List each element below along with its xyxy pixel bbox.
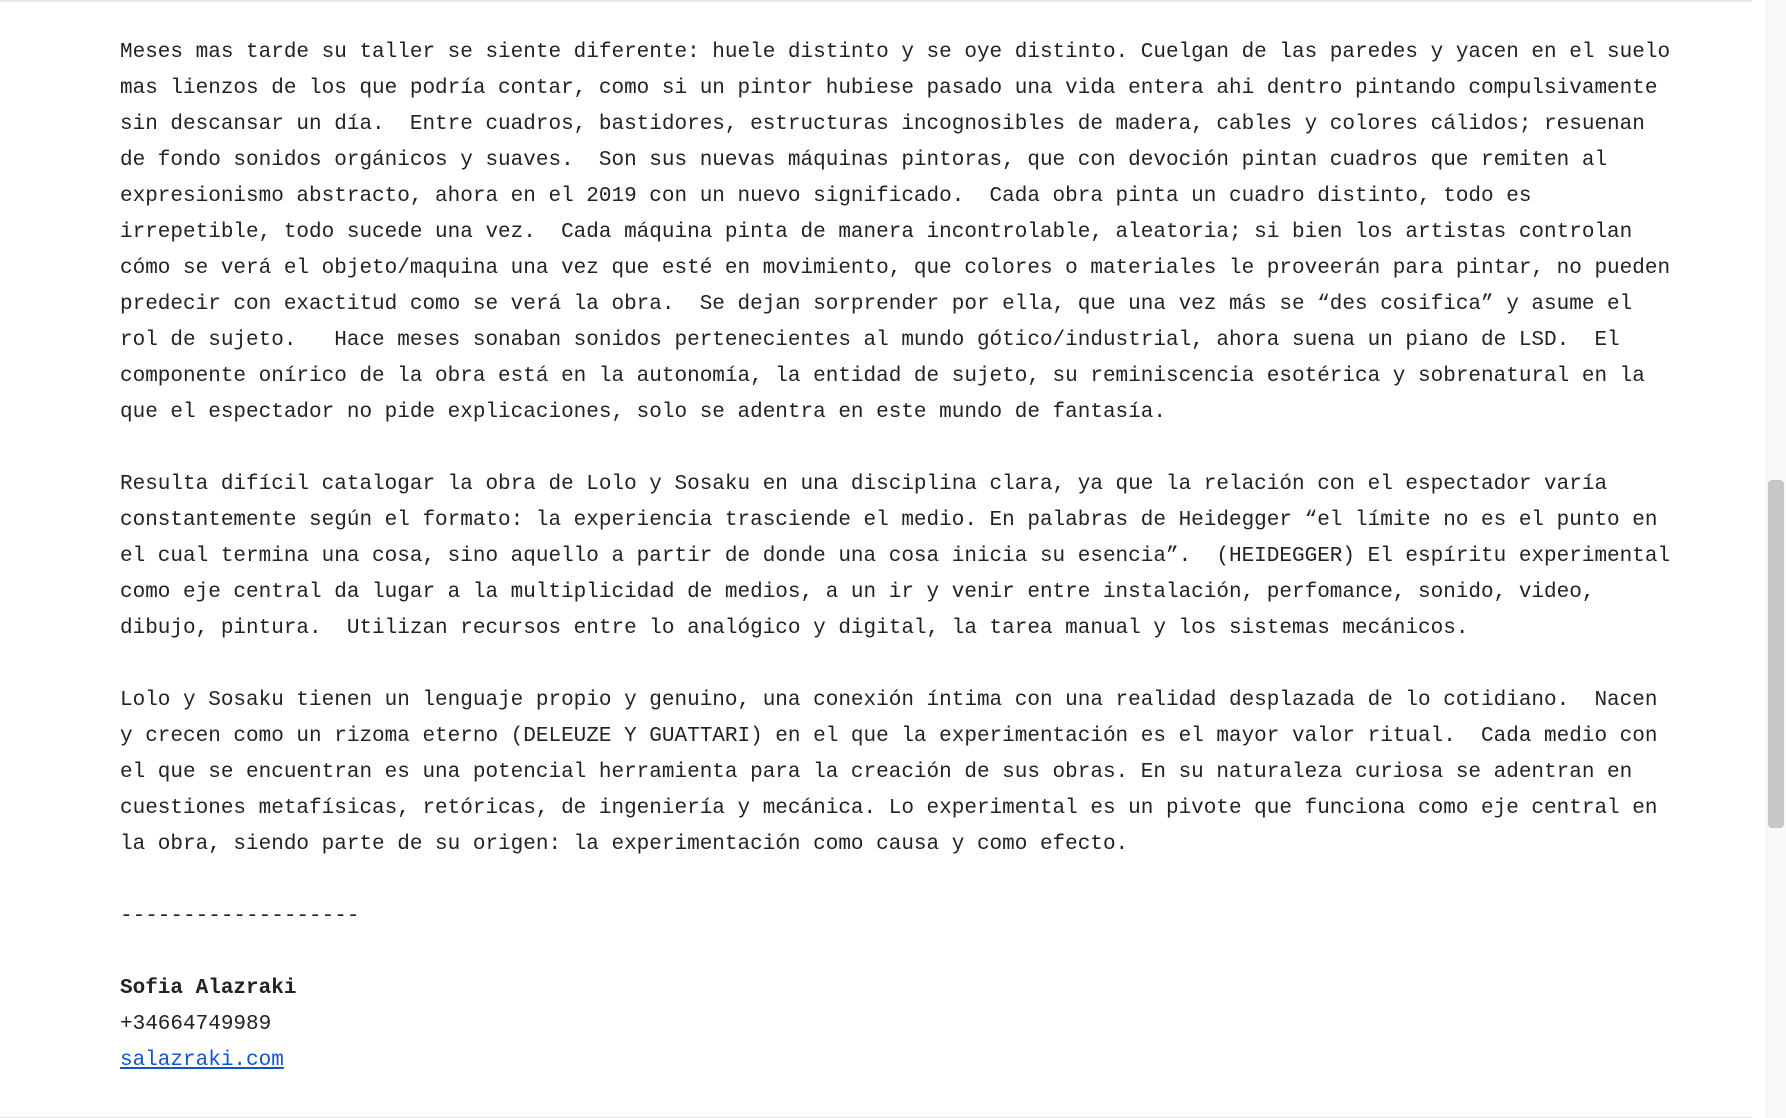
- body-paragraph-2: Resulta difícil catalogar la obra de Lolo y Sosaku en una disciplina clara, ya que la relación con el espectador varía constantemente según el formato: la experiencia trasciende el medio. En palabras de Heidegger “el límite no es el punto en el cual termina una cosa, sino aquello a partir de donde una cosa inicia su esencia”. (HEIDEGGER) El espíritu experimental como eje central da lugar a la multiplicidad de medios, a un ir y venir entre instalación, perfomance, sonido, video, dibujo, pintura. Utilizan recursos entre lo analógico y digital, la tarea manual y los sistemas mecánicos.: [120, 473, 1671, 640]
- body-paragraph-3: Lolo y Sosaku tienen un lenguaje propio y genuino, una conexión íntima con una realidad desplazada de lo cotidiano. Nacen y crecen como un rizoma eterno (DELEUZE Y GUATTARI) en el que la experimentación es el mayor valor ritual. Cada medio con el que se encuentran es una potencial herramienta para la creación de sus obras. En su naturaleza curiosa se adentran en cuestiones metafísicas, retóricas, de ingeniería y mecánica. Lo experimental es un pivote que funciona como eje central en la obra, siendo parte de su origen: la experimentación como causa y como efecto.: [120, 689, 1658, 856]
- signature-name: Sofia Alazraki: [120, 977, 297, 1000]
- body-paragraph-1: Meses mas tarde su taller se siente diferente: huele distinto y se oye distinto. Cuelgan de las paredes y yacen en el suelo mas lienzos de los que podría contar, como si un pintor hubiese pasado una vida entera ahi dentro pintando compulsivamente sin descansar un día. Entre cuadros, bastidores, estructuras incognosibles de madera, cables y colores cálidos; resuenan de fondo sonidos orgánicos y suaves. Son sus nuevas máquinas pintoras, que con devoción pintan cuadros que remiten al expresionismo abstracto, ahora en el 2019 con un nuevo significado. Cada obra pinta un cuadro distinto, todo es irrepetible, todo sucede una vez. Cada máquina pinta de manera incontrolable, aleatoria; si bien los artistas controlan cómo se verá el objeto/maquina una vez que esté en movimiento, que colores o materiales le proveerán para pintar, no pueden predecir con exactitud como se verá la obra. Se dejan sorprender por ella, que una vez más se “des cosifica” y asume el rol de sujeto. Hace meses sonaban sonidos pertenecientes al mundo gótico/industrial, ahora suena un piano de LSD. El componente onírico de la obra está en la autonomía, la entidad de sujeto, su reminiscencia esotérica y sobrenatural en la que el espectador no pide explicaciones, solo se adentra en este mundo de fantasía.: [120, 41, 1671, 424]
- signature-separator: -------------------: [120, 905, 360, 928]
- scrollbar-thumb[interactable]: [1768, 480, 1784, 828]
- signature-block: [120, 971, 1730, 1079]
- signature-website-link[interactable]: salazraki.com: [120, 1049, 284, 1072]
- signature-phone: +34664749989: [120, 1013, 272, 1036]
- top-divider: [0, 0, 1752, 2]
- email-body: [120, 35, 1730, 1079]
